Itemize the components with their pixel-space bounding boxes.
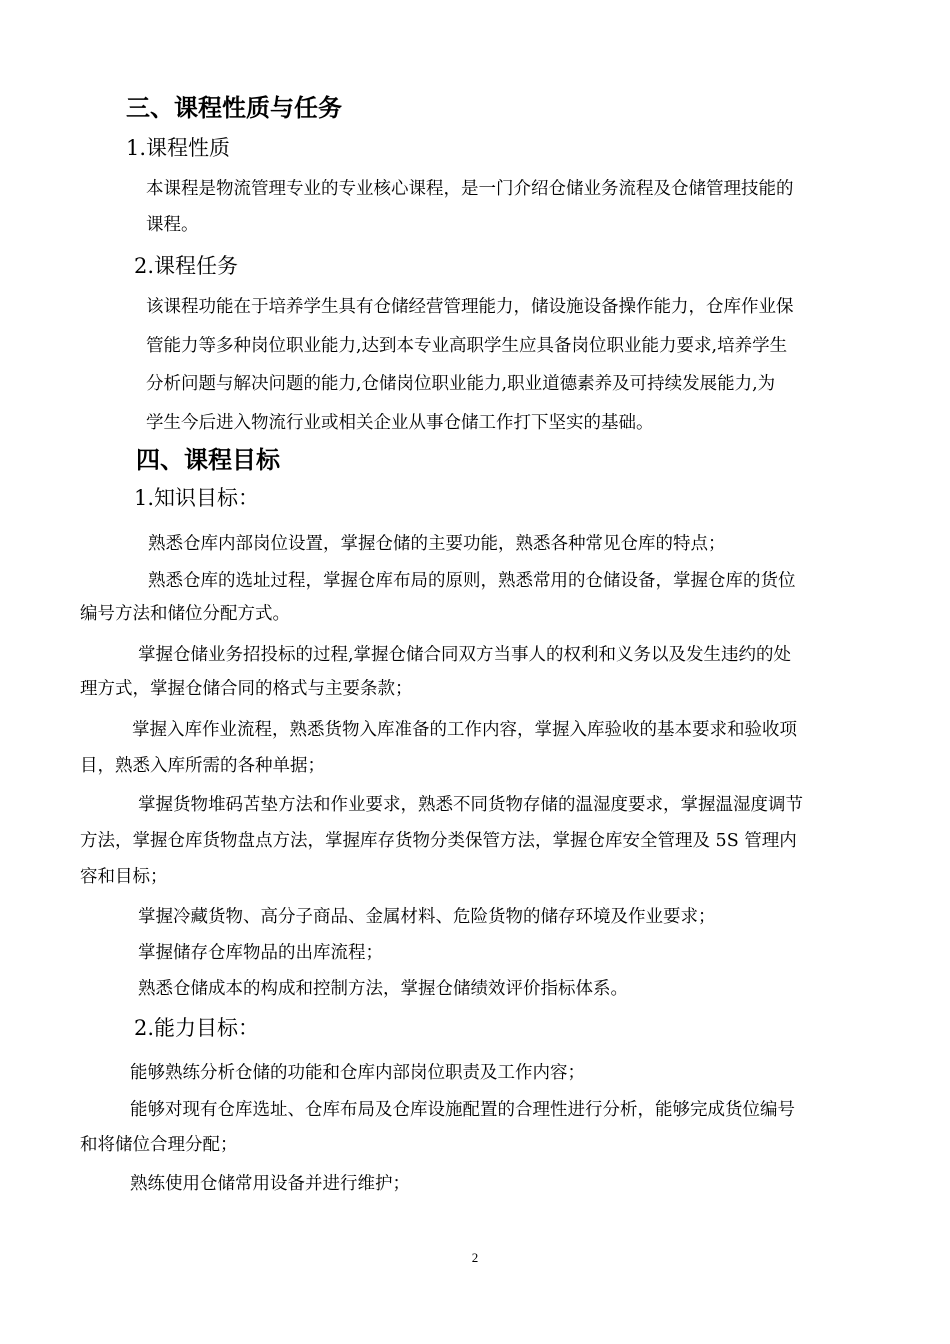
paragraph-line: 掌握货物堆码苫垫方法和作业要求，熟悉不同货物存储的温湿度要求，掌握温湿度调节 bbox=[138, 795, 803, 815]
paragraph-line: 掌握仓储业务招投标的过程,掌握仓储合同双方当事人的权利和义务以及发生违约的处 bbox=[138, 645, 792, 665]
paragraph-line: 目，熟悉入库所需的各种单据； bbox=[80, 756, 325, 776]
paragraph-line: 课程。 bbox=[146, 215, 199, 235]
subsection-heading-knowledge: 1.知识目标： bbox=[134, 486, 260, 510]
paragraph-line: 分析问题与解决问题的能力,仓储岗位职业能力,职业道德素养及可持续发展能力,为 bbox=[146, 374, 776, 394]
paragraph-line: 该课程功能在于培养学生具有仓储经营管理能力，储设施设备操作能力，仓库作业保 bbox=[146, 297, 794, 317]
paragraph-line: 掌握入库作业流程，熟悉货物入库准备的工作内容，掌握入库验收的基本要求和验收项 bbox=[132, 720, 797, 740]
paragraph-line: 掌握储存仓库物品的出库流程； bbox=[138, 943, 383, 963]
section-heading-4: 四、课程目标 bbox=[136, 446, 280, 474]
paragraph-line: 和将储位合理分配； bbox=[80, 1135, 238, 1155]
paragraph-line: 理方式，掌握仓储合同的格式与主要条款； bbox=[80, 679, 413, 699]
paragraph-line: 学生今后进入物流行业或相关企业从事仓储工作打下坚实的基础。 bbox=[146, 413, 654, 433]
paragraph-line: 本课程是物流管理专业的专业核心课程，是一门介绍仓储业务流程及仓储管理技能的 bbox=[146, 179, 794, 199]
paragraph-line: 能够对现有仓库选址、仓库布局及仓库设施配置的合理性进行分析，能够完成货位编号 bbox=[130, 1100, 795, 1120]
paragraph-line: 管能力等多种岗位职业能力,达到本专业高职学生应具备岗位职业能力要求,培养学生 bbox=[146, 336, 788, 356]
paragraph-line: 能够熟练分析仓储的功能和仓库内部岗位职责及工作内容； bbox=[130, 1063, 585, 1083]
paragraph-line: 熟练使用仓储常用设备并进行维护； bbox=[130, 1174, 410, 1194]
subsection-heading-ability: 2.能力目标： bbox=[134, 1016, 260, 1040]
paragraph-line: 编号方法和储位分配方式。 bbox=[80, 604, 290, 624]
paragraph-line: 熟悉仓库的选址过程，掌握仓库布局的原则，熟悉常用的仓储设备，掌握仓库的货位 bbox=[148, 571, 796, 591]
paragraph-line: 掌握冷藏货物、高分子商品、金属材料、危险货物的储存环境及作业要求； bbox=[138, 907, 716, 927]
subsection-heading-task: 2.课程任务 bbox=[134, 254, 239, 278]
subsection-heading-nature: 1.课程性质 bbox=[126, 136, 231, 160]
page-number: 2 bbox=[471, 1250, 479, 1265]
paragraph-line: 熟悉仓库内部岗位设置，掌握仓储的主要功能，熟悉各种常见仓库的特点； bbox=[148, 534, 726, 554]
paragraph-line: 容和目标； bbox=[80, 867, 168, 887]
section-heading-3: 三、课程性质与任务 bbox=[126, 94, 342, 122]
paragraph-line: 熟悉仓储成本的构成和控制方法，掌握仓储绩效评价指标体系。 bbox=[138, 979, 628, 999]
paragraph-line: 方法，掌握仓库货物盘点方法，掌握库存货物分类保管方法，掌握仓库安全管理及 5S 管理内 bbox=[80, 831, 797, 851]
